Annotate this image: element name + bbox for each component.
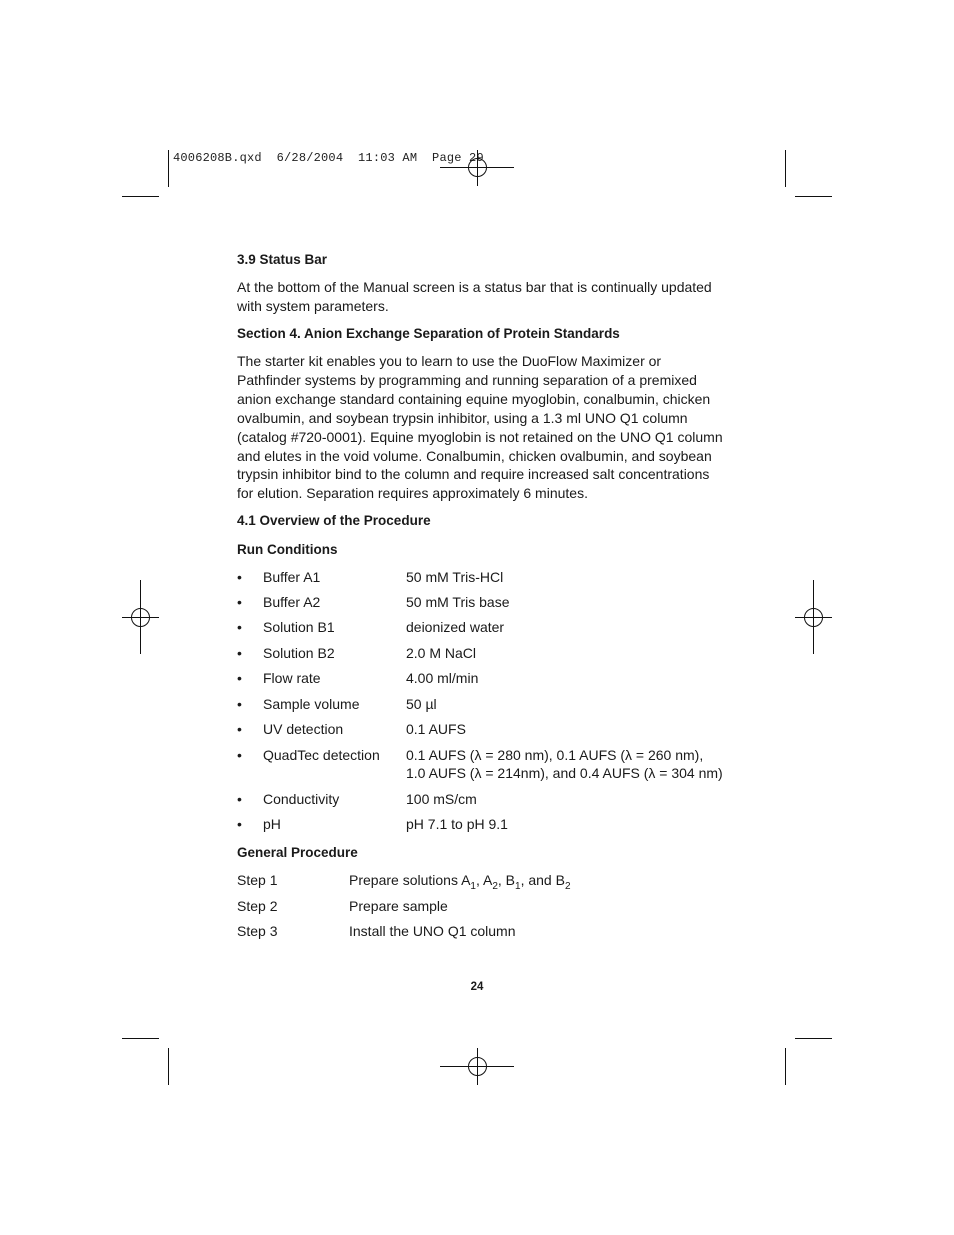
- bullet: •: [237, 747, 242, 763]
- step-label: Step 3: [237, 923, 278, 939]
- section-3-9-heading: 3.9 Status Bar: [237, 252, 328, 267]
- bullet: •: [237, 645, 242, 661]
- registration-mark-left: [122, 580, 159, 654]
- bullet: •: [237, 670, 242, 686]
- section-4-1-heading: 4.1 Overview of the Procedure: [237, 513, 431, 528]
- condition-term: QuadTec detection: [263, 747, 380, 763]
- condition-value: 0.1 AUFS: [406, 721, 466, 737]
- condition-value: 50 µl: [406, 696, 437, 712]
- condition-value: 50 mM Tris base: [406, 594, 510, 610]
- condition-term: Buffer A2: [263, 594, 321, 610]
- condition-term: Solution B1: [263, 619, 335, 635]
- registration-mark-top: [440, 150, 514, 186]
- bullet: •: [237, 619, 242, 635]
- condition-term: Flow rate: [263, 670, 321, 686]
- section-3-9-body: At the bottom of the Manual screen is a status bar that is continually updated with system parameters.: [237, 279, 712, 314]
- bullet: •: [237, 569, 242, 585]
- step-text: Install the UNO Q1 column: [349, 923, 516, 939]
- bullet: •: [237, 696, 242, 712]
- condition-value: 2.0 M NaCl: [406, 645, 477, 661]
- bullet: •: [237, 791, 242, 807]
- general-procedure-heading: General Procedure: [237, 845, 358, 860]
- condition-term: Sample volume: [263, 696, 360, 712]
- step-text: Prepare sample: [349, 898, 448, 914]
- page-number: 24: [470, 981, 484, 993]
- step-label: Step 2: [237, 898, 278, 914]
- condition-value: 50 mM Tris-HCl: [406, 569, 504, 585]
- bullet: •: [237, 594, 242, 610]
- bullet: •: [237, 816, 242, 832]
- section-4-heading: Section 4. Anion Exchange Separation of Protein Standards: [237, 326, 620, 341]
- condition-value: pH 7.1 to pH 9.1: [406, 816, 508, 832]
- condition-value: 100 mS/cm: [406, 791, 477, 807]
- run-conditions-heading: Run Conditions: [237, 542, 338, 557]
- condition-term: Buffer A1: [263, 569, 321, 585]
- registration-mark-bottom: [440, 1048, 514, 1085]
- step-text: Prepare solutions $A_1$, $A_2$, $B_1$, and $B_2$: [349, 872, 571, 892]
- condition-value-line-2: 1.0 AUFS (λ = 214nm), and 0.4 AUFS (λ = 304 nm): [406, 765, 723, 781]
- condition-value: 4.00 ml/min: [406, 670, 479, 686]
- print-slug: 4006208B.qxd 6/28/2004 11:03 AM Page 29: [173, 151, 484, 165]
- condition-term: UV detection: [263, 721, 344, 737]
- condition-value: deionized water: [406, 619, 505, 635]
- condition-term: Solution B2: [263, 645, 335, 661]
- registration-mark-right: [795, 580, 832, 654]
- step-label: Step 1: [237, 872, 278, 888]
- condition-term: pH: [263, 816, 281, 832]
- condition-term: Conductivity: [263, 791, 340, 807]
- condition-value: 0.1 AUFS (λ = 280 nm), 0.1 AUFS (λ = 260 nm),: [406, 747, 704, 763]
- bullet: •: [237, 721, 242, 737]
- section-4-body: The starter kit enables you to learn to use the DuoFlow Maximizer or Pathfinder systems by programming and running separation of a premixed anion exchange standard containing equine myoglobin, conalbumin, chicken ovalbumin, and soybean trypsin inhibitor, using a 1.3 ml UNO Q1 column (catalog #720-0001). Equine myoglobin is not retained on the UNO Q1 column and elutes in the void volume. Conalbumin, chicken ovalbumin, and soybean trypsin inhibitor bind to the column and require increased salt concentrations for elution. Separation requires approximately 6 minutes.: [237, 353, 723, 502]
